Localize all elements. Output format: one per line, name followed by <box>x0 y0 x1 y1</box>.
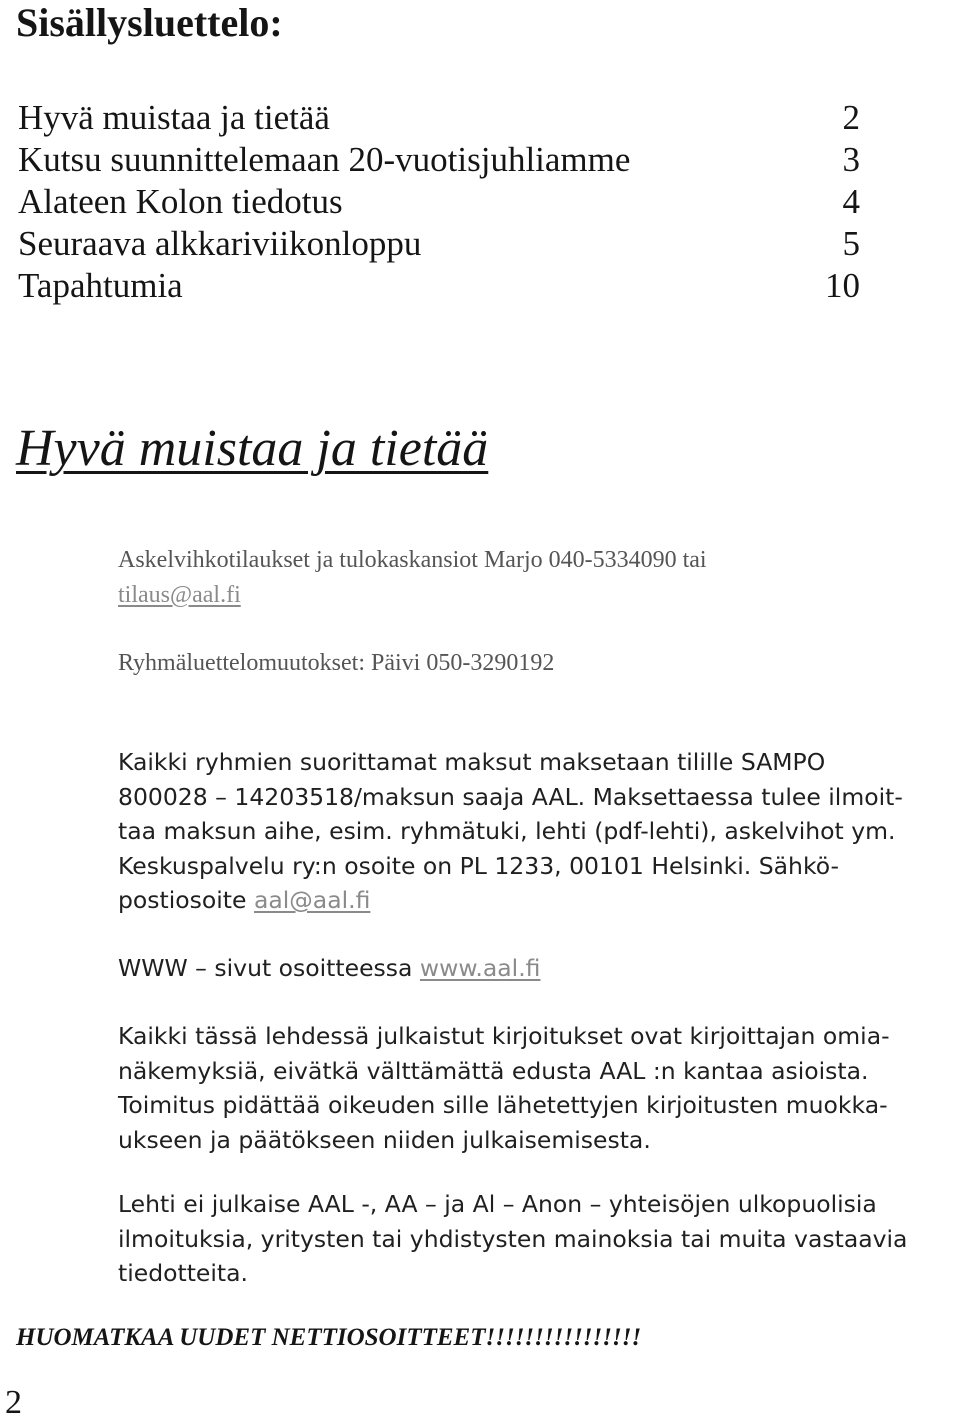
toc-heading: Sisällysluettelo: <box>16 0 283 45</box>
toc-item-title: Seuraava alkkariviikonloppu <box>18 224 422 263</box>
www-link[interactable]: www.aal.fi <box>419 954 541 982</box>
www-info <box>118 951 938 986</box>
page-number: 2 <box>5 1384 22 1421</box>
payments-line: taa maksun aihe, esim. ryhmätuki, lehti (pdf-lehti), askelvihot ym. <box>118 817 896 845</box>
toc-item-title: Hyvä muistaa ja tietää <box>18 98 330 137</box>
disclaimer-line: Toimitus pidättää oikeuden sille lähetettyjen kirjoitusten muokka- <box>118 1091 888 1119</box>
disclaimer <box>118 1019 938 1157</box>
toc-item-page: 10 <box>825 266 860 305</box>
toc-item-page: 5 <box>842 224 860 263</box>
payments-line <box>118 883 938 918</box>
toc-item[interactable] <box>18 181 860 223</box>
toc-item-page: 3 <box>842 140 860 179</box>
toc-item-title: Tapahtumia <box>18 266 183 305</box>
payments-email-link[interactable]: aal@aal.fi <box>253 886 371 914</box>
orders-info <box>118 543 938 612</box>
section-heading: Hyvä muistaa ja tietää <box>16 420 489 477</box>
table-of-contents <box>18 97 860 307</box>
toc-item-page: 4 <box>842 182 860 221</box>
payments-email-label: postiosoite <box>118 886 247 914</box>
notice-headline: HUOMATKAA UUDET NETTIOSOITTEET!!!!!!!!!!!!!!!! <box>16 1324 642 1351</box>
disclaimer-line: Kaikki tässä lehdessä julkaistut kirjoitukset ovat kirjoittajan omia- <box>118 1022 890 1050</box>
ads-policy-line: ilmoituksia, yritysten tai yhdistysten mainoksia tai muita vastaavia <box>118 1224 908 1253</box>
payments-line: Kaikki ryhmien suorittamat maksut maksetaan tilille SAMPO <box>118 748 826 776</box>
toc-item[interactable] <box>18 223 860 265</box>
disclaimer-line: ukseen ja päätökseen niiden julkaisemisesta. <box>118 1125 651 1154</box>
ads-policy <box>118 1187 938 1291</box>
orders-text: Askelvihkotilaukset ja tulokaskansiot Marjo 040-5334090 tai <box>118 547 707 573</box>
www-text: WWW – sivut osoitteessa <box>118 954 413 982</box>
group-changes-info: Ryhmäluettelomuutokset: Päivi 050-3290192 <box>118 650 555 676</box>
payments-line: 800028 – 14203518/maksun saaja AAL. Maksettaessa tulee ilmoit- <box>118 782 903 811</box>
payments-info <box>118 745 938 918</box>
ads-policy-line: tiedotteita. <box>118 1259 248 1287</box>
ads-policy-line: Lehti ei julkaise AAL -, AA – ja Al – Anon – yhteisöjen ulkopuolisia <box>118 1190 877 1218</box>
toc-item-title: Alateen Kolon tiedotus <box>18 182 343 221</box>
toc-item[interactable] <box>18 97 860 139</box>
toc-item[interactable] <box>18 139 860 181</box>
orders-email-link[interactable]: tilaus@aal.fi <box>118 581 241 608</box>
toc-item[interactable] <box>18 265 860 307</box>
toc-item-page: 2 <box>842 98 860 137</box>
disclaimer-line: näkemyksiä, eivätkä välttämättä edusta AAL :n kantaa asioista. <box>118 1056 869 1085</box>
toc-item-title: Kutsu suunnittelemaan 20-vuotisjuhliamme <box>18 140 631 179</box>
payments-line: Keskuspalvelu ry:n osoite on PL 1233, 00101 Helsinki. Sähkö- <box>118 851 840 880</box>
